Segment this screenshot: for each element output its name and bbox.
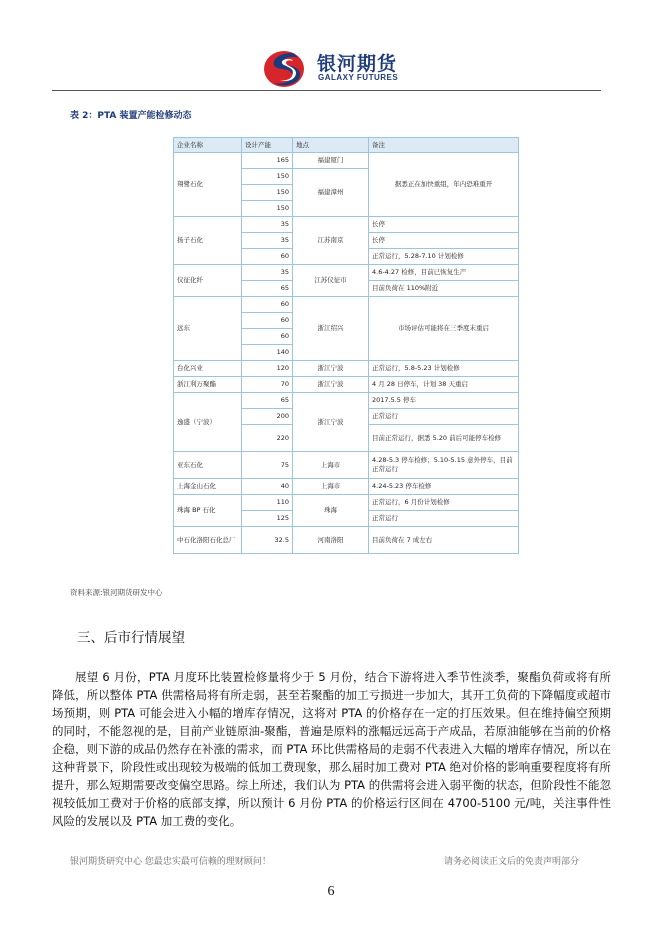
capacity-table-container — [173, 137, 518, 567]
company-cell: 上海金山石化 — [174, 479, 242, 495]
note-cell: 目前负荷在 110%附近 — [369, 281, 519, 297]
note-cell: 4 月 28 日停车，计划 38 天重启 — [369, 377, 519, 393]
logo-text-en: GALAXY FUTURES — [318, 73, 399, 82]
table-row — [174, 217, 519, 233]
table-row — [174, 361, 519, 377]
table-row — [174, 153, 519, 169]
capacity-cell: 220 — [242, 425, 293, 452]
capacity-cell: 35 — [242, 233, 293, 249]
header-divider — [52, 90, 601, 91]
company-cell: 仪征化纤 — [174, 265, 242, 297]
location-cell: 江苏南京 — [293, 217, 369, 265]
capacity-cell: 35 — [242, 265, 293, 281]
company-cell: 中石化洛阳石化总厂 — [174, 527, 242, 554]
note-cell: 4.28-5.3 停车检修；5.10-5.15 意外停车，目前正常运行 — [369, 452, 519, 479]
capacity-cell: 60 — [242, 329, 293, 345]
note-cell: 目前正常运行，据悉 5.20 前后可能停车检修 — [369, 425, 519, 452]
company-cell: 翔鹭石化 — [174, 153, 242, 217]
capacity-table — [173, 137, 519, 554]
note-cell: 正常运行，6 月份计划检修 — [369, 495, 519, 511]
capacity-cell: 110 — [242, 495, 293, 511]
location-cell: 河南洛阳 — [293, 527, 369, 554]
table-row — [174, 527, 519, 554]
capacity-cell: 165 — [242, 153, 293, 169]
company-cell: 珠海 BP 石化 — [174, 495, 242, 527]
note-cell: 正常运行 — [369, 511, 519, 527]
note-cell: 2017.5.5 停车 — [369, 393, 519, 409]
location-cell: 上海市 — [293, 479, 369, 495]
note-cell: 正常运行 — [369, 409, 519, 425]
capacity-cell: 200 — [242, 409, 293, 425]
logo-text-cn: 银河期货 — [317, 53, 398, 75]
galaxy-logo-icon — [262, 47, 310, 89]
body-paragraph: 展望 6 月份，PTA 月度环比装置检修量将少于 5 月份，结合下游将进入季节性淡季，聚酯负荷或将有所降低，所以整体 PTA 供需格局将有所走弱，甚至若聚酯的加工亏损进一步加大，其开工负荷的下降幅度或超市场预期，则 PTA 可能会进入小幅的增库存情况，这将对 PTA 的价格存在一定的打压效果。但在维持偏空预期的同时，不能忽视的是，目前产业链原油-聚酯，普遍是原料的涨幅远远高于产成品，若原油能够在当前的价格企稳，则下游的成品仍然存在补涨的需求，而 PTA 环比供需格局的走弱不代表进入大幅的增库存情况，所以在这种背景下，阶段性或出现较为极端的低加工费现象，那么届时加工费对 PTA 绝对价格的影响重要程度将有所提升，那么短期需要改变偏空思路。综上所述，我们认为 PTA 的供需将会进入弱平衡的状态，但阶段性不能忽视较低加工费对于价格的底部支撑，所以预计 6 月份 PTA 的价格运行区间在 4700-5100 元/吨，关注事件性风险的发展以及 PTA 加工费的变化。 — [52, 670, 611, 828]
note-cell: 正常运行，5.8-5.23 计划检修 — [369, 361, 519, 377]
location-cell: 浙江绍兴 — [293, 297, 369, 361]
header-location: 地点 — [293, 138, 369, 153]
header-note: 备注 — [369, 138, 519, 153]
capacity-cell: 150 — [242, 185, 293, 201]
location-cell: 江苏仪征市 — [293, 265, 369, 297]
capacity-cell: 120 — [242, 361, 293, 377]
location-cell: 浙江宁波 — [293, 377, 369, 393]
note-cell: 据悉正在加快重组，年内恐难重开 — [369, 153, 519, 217]
capacity-cell: 60 — [242, 313, 293, 329]
capacity-cell: 150 — [242, 169, 293, 185]
company-cell: 浙江利万聚酯 — [174, 377, 242, 393]
location-cell: 福建厦门 — [293, 153, 369, 169]
note-cell: 长停 — [369, 233, 519, 249]
location-cell: 珠海 — [293, 495, 369, 527]
location-cell: 福建漳州 — [293, 169, 369, 217]
location-cell: 上海市 — [293, 452, 369, 479]
table-row — [174, 297, 519, 313]
section-title: 三、后市行情展望 — [77, 630, 185, 646]
location-cell: 浙江宁波 — [293, 361, 369, 377]
page-number: 6 — [327, 884, 335, 899]
table-row — [174, 495, 519, 511]
company-cell: 亚东石化 — [174, 452, 242, 479]
footer-left: 银河期货研究中心 您最忠实最可信赖的理财顾问！ — [70, 857, 271, 867]
table-caption: 表 2：PTA 装置产能检修动态 — [70, 111, 192, 121]
capacity-cell: 65 — [242, 393, 293, 409]
capacity-cell: 60 — [242, 249, 293, 265]
table-row — [174, 377, 519, 393]
table-row — [174, 452, 519, 479]
capacity-cell: 40 — [242, 479, 293, 495]
capacity-cell: 35 — [242, 217, 293, 233]
table-header-row — [174, 138, 519, 153]
capacity-cell: 150 — [242, 201, 293, 217]
note-cell: 正常运行，5.28-7.10 计划检修 — [369, 249, 519, 265]
header-capacity: 设计产能 — [242, 138, 293, 153]
capacity-cell: 75 — [242, 452, 293, 479]
company-cell: 台化兴业 — [174, 361, 242, 377]
capacity-cell: 60 — [242, 297, 293, 313]
company-logo — [262, 47, 422, 89]
capacity-cell: 125 — [242, 511, 293, 527]
company-cell: 逸盛（宁波） — [174, 393, 242, 452]
table-row — [174, 265, 519, 281]
location-cell: 浙江宁波 — [293, 393, 369, 452]
note-cell: 目前负荷在 7 成左右 — [369, 527, 519, 554]
capacity-cell: 140 — [242, 345, 293, 361]
company-cell: 远东 — [174, 297, 242, 361]
capacity-cell: 32.5 — [242, 527, 293, 554]
note-cell: 4.6-4.27 检修，目前已恢复生产 — [369, 265, 519, 281]
note-cell: 长停 — [369, 217, 519, 233]
table-row — [174, 393, 519, 409]
header-company: 企业名称 — [174, 138, 242, 153]
capacity-cell: 70 — [242, 377, 293, 393]
table-row — [174, 479, 519, 495]
note-cell: 市场评估可能将在三季度末重启 — [369, 297, 519, 361]
capacity-cell: 65 — [242, 281, 293, 297]
table-source: 资料来源:银河期货研发中心 — [70, 588, 163, 597]
note-cell: 4.24-5.23 停车检修 — [369, 479, 519, 495]
company-cell: 扬子石化 — [174, 217, 242, 265]
footer-right: 请务必阅读正文后的免责声明部分 — [444, 857, 580, 867]
